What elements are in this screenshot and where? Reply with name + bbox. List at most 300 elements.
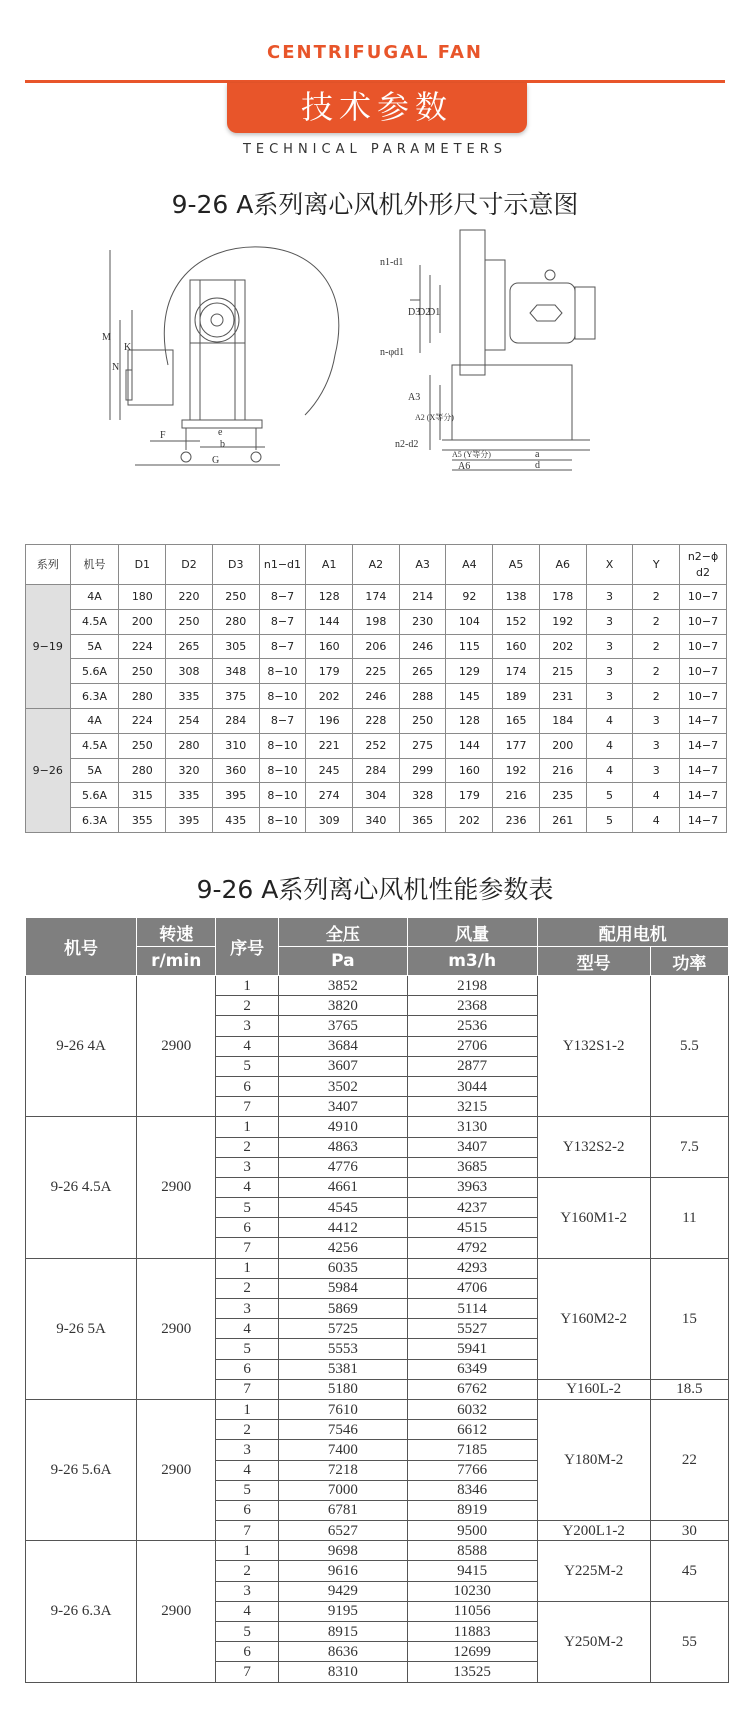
- dims-cell: 178: [539, 585, 586, 610]
- label-n1d1: n1-d1: [380, 257, 404, 268]
- series-cell: 9−26: [26, 708, 71, 832]
- seq-cell: 6: [216, 1359, 279, 1379]
- flow-cell: 6612: [407, 1420, 537, 1440]
- table-row: [26, 976, 729, 996]
- dims-cell: 145: [446, 684, 493, 709]
- pressure-cell: 9429: [279, 1581, 408, 1601]
- dims-cell: 315: [119, 783, 166, 808]
- label-K: K: [124, 342, 132, 353]
- col-flow: 风量: [407, 918, 537, 947]
- dims-cell: 8−10: [259, 808, 306, 833]
- label-n2d2: n2-d2: [395, 439, 419, 450]
- dims-cell: 128: [446, 708, 493, 733]
- dims-cell: 8−10: [259, 659, 306, 684]
- dims-cell: 355: [119, 808, 166, 833]
- label-A3: A3: [408, 392, 421, 403]
- label-b: b: [220, 439, 225, 450]
- dims-cell: 280: [119, 684, 166, 709]
- dims-cell: 4: [633, 783, 680, 808]
- pressure-cell: 3407: [279, 1097, 408, 1117]
- fan-pedestal: [190, 280, 245, 420]
- motor-type-cell: Y250M-2: [537, 1601, 650, 1682]
- flow-cell: 6032: [407, 1399, 537, 1419]
- pressure-cell: 4412: [279, 1218, 408, 1238]
- seq-cell: 5: [216, 1056, 279, 1076]
- dims-cell: 3: [586, 634, 633, 659]
- dims-cell: 4: [633, 808, 680, 833]
- dims-cell: 129: [446, 659, 493, 684]
- pressure-cell: 7546: [279, 1420, 408, 1440]
- dims-cell: 14−7: [680, 708, 727, 733]
- col-model: 机号: [26, 918, 137, 976]
- flow-cell: 11056: [407, 1601, 537, 1621]
- motor-power-cell: 15: [650, 1258, 728, 1379]
- seq-cell: 7: [216, 1097, 279, 1117]
- dims-cell: 236: [493, 808, 540, 833]
- seq-cell: 2: [216, 1137, 279, 1157]
- dims-cell: 180: [119, 585, 166, 610]
- flow-cell: 9500: [407, 1521, 537, 1541]
- table-row: [26, 1258, 729, 1278]
- flow-cell: 2198: [407, 976, 537, 996]
- seq-cell: 6: [216, 1218, 279, 1238]
- dims-cell: 174: [353, 585, 400, 610]
- label-nphid1: n-φd1: [380, 347, 405, 358]
- dims-cell: 144: [446, 733, 493, 758]
- seq-cell: 6: [216, 1076, 279, 1096]
- dims-cell: 4.5A: [70, 609, 119, 634]
- dims-cell: 335: [166, 783, 213, 808]
- dims-cell: 3: [633, 758, 680, 783]
- dims-cell: 8−7: [259, 634, 306, 659]
- pressure-cell: 5984: [279, 1278, 408, 1298]
- table-row: [26, 1399, 729, 1419]
- table-row: [26, 758, 727, 783]
- dims-cell: 3: [586, 609, 633, 634]
- pressure-cell: 3607: [279, 1056, 408, 1076]
- pressure-cell: 3820: [279, 996, 408, 1016]
- flow-cell: 4515: [407, 1218, 537, 1238]
- fan-side-base: [452, 365, 572, 440]
- fan-dimension-drawing: [90, 225, 690, 530]
- dims-cell: 224: [119, 708, 166, 733]
- dims-header-cell: D2: [166, 545, 213, 585]
- pressure-cell: 4545: [279, 1198, 408, 1218]
- dims-cell: 160: [446, 758, 493, 783]
- dims-header-cell: A5: [493, 545, 540, 585]
- seq-cell: 4: [216, 1460, 279, 1480]
- flow-cell: 5941: [407, 1339, 537, 1359]
- motor-type-cell: Y132S2-2: [537, 1117, 650, 1178]
- pressure-cell: 3765: [279, 1016, 408, 1036]
- dims-cell: 348: [212, 659, 259, 684]
- seq-cell: 2: [216, 1420, 279, 1440]
- dims-cell: 2: [633, 684, 680, 709]
- label-D1: D1: [428, 307, 441, 318]
- dims-cell: 235: [539, 783, 586, 808]
- motor-power-cell: 30: [650, 1521, 728, 1541]
- label-e: e: [218, 427, 223, 438]
- table-row: [26, 808, 727, 833]
- dims-cell: 174: [493, 659, 540, 684]
- speed-cell: 2900: [137, 1541, 216, 1682]
- flow-cell: 7766: [407, 1460, 537, 1480]
- dims-header-cell: n2−ϕ d2: [680, 545, 727, 585]
- pressure-cell: 3502: [279, 1076, 408, 1096]
- dims-cell: 14−7: [680, 758, 727, 783]
- dims-cell: 6.3A: [70, 808, 119, 833]
- flow-cell: 4293: [407, 1258, 537, 1278]
- dims-cell: 198: [353, 609, 400, 634]
- dims-cell: 5: [586, 808, 633, 833]
- dims-cell: 128: [306, 585, 353, 610]
- pressure-cell: 6527: [279, 1521, 408, 1541]
- dims-cell: 335: [166, 684, 213, 709]
- dims-cell: 4A: [70, 585, 119, 610]
- dims-header-cell: A1: [306, 545, 353, 585]
- speed-cell: 2900: [137, 1399, 216, 1540]
- seq-cell: 5: [216, 1198, 279, 1218]
- seq-cell: 5: [216, 1339, 279, 1359]
- dims-cell: 4: [586, 708, 633, 733]
- dims-cell: 6.3A: [70, 684, 119, 709]
- dims-cell: 265: [399, 659, 446, 684]
- dims-cell: 5A: [70, 634, 119, 659]
- pressure-cell: 4256: [279, 1238, 408, 1258]
- flow-cell: 4792: [407, 1238, 537, 1258]
- pressure-cell: 5180: [279, 1379, 408, 1399]
- dims-cell: 221: [306, 733, 353, 758]
- motor-type-cell: Y160M1-2: [537, 1177, 650, 1258]
- seq-cell: 1: [216, 1399, 279, 1419]
- pressure-cell: 7000: [279, 1480, 408, 1500]
- dims-cell: 14−7: [680, 808, 727, 833]
- dims-cell: 216: [493, 783, 540, 808]
- dims-header-cell: A6: [539, 545, 586, 585]
- dims-cell: 284: [353, 758, 400, 783]
- dims-cell: 265: [166, 634, 213, 659]
- dims-cell: 225: [353, 659, 400, 684]
- dims-cell: 115: [446, 634, 493, 659]
- dims-cell: 250: [212, 585, 259, 610]
- fan-side-housing: [460, 230, 485, 375]
- label-G: G: [212, 455, 220, 466]
- flow-cell: 12699: [407, 1642, 537, 1662]
- dims-cell: 202: [446, 808, 493, 833]
- pressure-cell: 5553: [279, 1339, 408, 1359]
- dims-cell: 196: [306, 708, 353, 733]
- dims-cell: 280: [212, 609, 259, 634]
- seq-cell: 4: [216, 1036, 279, 1056]
- dims-header-cell: 系列: [26, 545, 71, 585]
- dims-cell: 8−7: [259, 609, 306, 634]
- pressure-cell: 4910: [279, 1117, 408, 1137]
- dims-cell: 4.5A: [70, 733, 119, 758]
- pressure-cell: 4863: [279, 1137, 408, 1157]
- flow-cell: 4706: [407, 1278, 537, 1298]
- dims-cell: 206: [353, 634, 400, 659]
- table-row: [26, 1541, 729, 1561]
- flow-cell: 13525: [407, 1662, 537, 1682]
- motor-body: [510, 283, 575, 343]
- pressure-cell: 3852: [279, 976, 408, 996]
- dims-cell: 250: [399, 708, 446, 733]
- pressure-cell: 5725: [279, 1319, 408, 1339]
- col-motor-type: 型号: [537, 947, 650, 976]
- flow-cell: 9415: [407, 1561, 537, 1581]
- motor-type-cell: Y200L1-2: [537, 1521, 650, 1541]
- model-cell: 9-26 6.3A: [26, 1541, 137, 1682]
- seq-cell: 5: [216, 1622, 279, 1642]
- dims-cell: 246: [399, 634, 446, 659]
- dims-header-cell: A2: [353, 545, 400, 585]
- flow-cell: 6762: [407, 1379, 537, 1399]
- dims-cell: 3: [633, 708, 680, 733]
- dims-cell: 202: [306, 684, 353, 709]
- label-M: M: [102, 332, 111, 343]
- dims-cell: 4A: [70, 708, 119, 733]
- table-row: [26, 609, 727, 634]
- pressure-cell: 5381: [279, 1359, 408, 1379]
- dims-cell: 309: [306, 808, 353, 833]
- seq-cell: 4: [216, 1177, 279, 1197]
- flow-cell: 2706: [407, 1036, 537, 1056]
- dims-cell: 435: [212, 808, 259, 833]
- dims-cell: 214: [399, 585, 446, 610]
- seq-cell: 1: [216, 1117, 279, 1137]
- seq-cell: 4: [216, 1319, 279, 1339]
- dims-header-cell: A3: [399, 545, 446, 585]
- label-D2: D2: [418, 307, 431, 318]
- seq-cell: 3: [216, 1581, 279, 1601]
- pressure-cell: 9698: [279, 1541, 408, 1561]
- dims-header-cell: D3: [212, 545, 259, 585]
- pressure-cell: 8915: [279, 1622, 408, 1642]
- flow-cell: 3963: [407, 1177, 537, 1197]
- dims-cell: 10−7: [680, 609, 727, 634]
- seq-cell: 2: [216, 1278, 279, 1298]
- dims-header-cell: X: [586, 545, 633, 585]
- motor-power-cell: 22: [650, 1399, 728, 1520]
- pressure-cell: 5869: [279, 1299, 408, 1319]
- dims-cell: 250: [166, 609, 213, 634]
- dims-cell: 177: [493, 733, 540, 758]
- dims-cell: 304: [353, 783, 400, 808]
- flow-cell: 2368: [407, 996, 537, 1016]
- speed-cell: 2900: [137, 976, 216, 1117]
- label-N: N: [112, 362, 120, 373]
- dims-cell: 274: [306, 783, 353, 808]
- motor-power-cell: 45: [650, 1541, 728, 1602]
- dims-cell: 2: [633, 609, 680, 634]
- pressure-cell: 7400: [279, 1440, 408, 1460]
- col-flow-unit: m3/h: [407, 947, 537, 976]
- dims-header-cell: Y: [633, 545, 680, 585]
- label-A6: A6: [458, 461, 471, 472]
- dims-cell: 3: [586, 684, 633, 709]
- pressure-cell: 4776: [279, 1157, 408, 1177]
- dims-cell: 2: [633, 634, 680, 659]
- dims-cell: 8−7: [259, 585, 306, 610]
- dims-cell: 250: [119, 659, 166, 684]
- dims-cell: 144: [306, 609, 353, 634]
- dims-cell: 2: [633, 585, 680, 610]
- dims-cell: 202: [539, 634, 586, 659]
- motor-power-cell: 11: [650, 1177, 728, 1258]
- seq-cell: 7: [216, 1379, 279, 1399]
- dims-cell: 8−10: [259, 783, 306, 808]
- label-a: a: [535, 449, 540, 460]
- dims-cell: 245: [306, 758, 353, 783]
- seq-cell: 6: [216, 1642, 279, 1662]
- flow-cell: 5527: [407, 1319, 537, 1339]
- dims-cell: 224: [119, 634, 166, 659]
- seq-cell: 6: [216, 1500, 279, 1520]
- dims-cell: 3: [633, 733, 680, 758]
- seq-cell: 1: [216, 1258, 279, 1278]
- flow-cell: 4237: [407, 1198, 537, 1218]
- table-row: [26, 1117, 729, 1137]
- dims-cell: 10−7: [680, 684, 727, 709]
- flow-cell: 3407: [407, 1137, 537, 1157]
- pressure-cell: 7610: [279, 1399, 408, 1419]
- seq-cell: 3: [216, 1157, 279, 1177]
- dims-cell: 5: [586, 783, 633, 808]
- dims-cell: 3: [586, 659, 633, 684]
- col-seq: 序号: [216, 918, 279, 976]
- flow-cell: 5114: [407, 1299, 537, 1319]
- label-F: F: [160, 430, 166, 441]
- flow-cell: 7185: [407, 1440, 537, 1460]
- speed-cell: 2900: [137, 1258, 216, 1399]
- dims-cell: 250: [119, 733, 166, 758]
- dims-cell: 192: [539, 609, 586, 634]
- motor-type-cell: Y180M-2: [537, 1399, 650, 1520]
- brand-title: CENTRIFUGAL FAN: [267, 42, 483, 63]
- motor-type-cell: Y132S1-2: [537, 976, 650, 1117]
- col-speed-unit: r/min: [137, 947, 216, 976]
- dims-cell: 4: [586, 758, 633, 783]
- motor-type-cell: Y160L-2: [537, 1379, 650, 1399]
- table-row: [26, 634, 727, 659]
- performance-table: [25, 917, 729, 1683]
- col-speed: 转速: [137, 918, 216, 947]
- flow-cell: 3044: [407, 1076, 537, 1096]
- dims-cell: 230: [399, 609, 446, 634]
- pressure-cell: 6781: [279, 1500, 408, 1520]
- dims-cell: 200: [119, 609, 166, 634]
- label-d: d: [535, 460, 540, 471]
- pressure-cell: 4661: [279, 1177, 408, 1197]
- dims-cell: 8−7: [259, 708, 306, 733]
- dims-cell: 10−7: [680, 659, 727, 684]
- performance-title: 9-26 A系列离心风机性能参数表: [196, 875, 554, 904]
- seq-cell: 7: [216, 1662, 279, 1682]
- seq-cell: 7: [216, 1238, 279, 1258]
- label-A2: A2 (X等分): [415, 413, 454, 422]
- dims-cell: 395: [212, 783, 259, 808]
- dims-cell: 8−10: [259, 758, 306, 783]
- flow-cell: 3130: [407, 1117, 537, 1137]
- dims-cell: 216: [539, 758, 586, 783]
- dims-cell: 284: [212, 708, 259, 733]
- dims-cell: 10−7: [680, 634, 727, 659]
- dims-cell: 280: [166, 733, 213, 758]
- dims-cell: 14−7: [680, 733, 727, 758]
- flow-cell: 3685: [407, 1157, 537, 1177]
- model-cell: 9-26 4.5A: [26, 1117, 137, 1258]
- table-row: [26, 783, 727, 808]
- col-power: 功率: [650, 947, 728, 976]
- dims-cell: 228: [353, 708, 400, 733]
- dims-cell: 231: [539, 684, 586, 709]
- dims-cell: 10−7: [680, 585, 727, 610]
- dims-cell: 215: [539, 659, 586, 684]
- seq-cell: 3: [216, 1016, 279, 1036]
- motor-power-cell: 7.5: [650, 1117, 728, 1178]
- seq-cell: 1: [216, 976, 279, 996]
- pressure-cell: 9195: [279, 1601, 408, 1621]
- dims-cell: 5.6A: [70, 659, 119, 684]
- dims-cell: 14−7: [680, 783, 727, 808]
- flow-cell: 10230: [407, 1581, 537, 1601]
- dims-cell: 280: [119, 758, 166, 783]
- seq-cell: 3: [216, 1299, 279, 1319]
- seq-cell: 2: [216, 996, 279, 1016]
- dims-cell: 104: [446, 609, 493, 634]
- table-row: [26, 659, 727, 684]
- pressure-cell: 9616: [279, 1561, 408, 1581]
- dims-cell: 192: [493, 758, 540, 783]
- dims-header-cell: n1−d1: [259, 545, 306, 585]
- dims-cell: 138: [493, 585, 540, 610]
- dims-cell: 305: [212, 634, 259, 659]
- dims-cell: 375: [212, 684, 259, 709]
- dims-cell: 184: [539, 708, 586, 733]
- dims-cell: 3: [586, 585, 633, 610]
- col-pressure-unit: Pa: [279, 947, 408, 976]
- model-cell: 9-26 5.6A: [26, 1399, 137, 1540]
- seq-cell: 2: [216, 1561, 279, 1581]
- dims-cell: 165: [493, 708, 540, 733]
- dims-cell: 220: [166, 585, 213, 610]
- dimensions-title: 9-26 A系列离心风机外形尺寸示意图: [171, 190, 579, 219]
- motor-power-cell: 5.5: [650, 976, 728, 1117]
- dims-cell: 328: [399, 783, 446, 808]
- pressure-cell: 8310: [279, 1662, 408, 1682]
- dims-cell: 92: [446, 585, 493, 610]
- seq-cell: 3: [216, 1440, 279, 1460]
- dims-header-cell: A4: [446, 545, 493, 585]
- dims-cell: 308: [166, 659, 213, 684]
- col-motor: 配用电机: [537, 918, 728, 947]
- dims-cell: 200: [539, 733, 586, 758]
- dims-cell: 252: [353, 733, 400, 758]
- seq-cell: 4: [216, 1601, 279, 1621]
- section-subtitle: TECHNICAL PARAMETERS: [242, 142, 508, 157]
- pressure-cell: 8636: [279, 1642, 408, 1662]
- dims-cell: 299: [399, 758, 446, 783]
- flow-cell: 2536: [407, 1016, 537, 1036]
- dims-header-cell: D1: [119, 545, 166, 585]
- table-row: [26, 684, 727, 709]
- pressure-cell: 6035: [279, 1258, 408, 1278]
- pressure-cell: 3684: [279, 1036, 408, 1056]
- model-cell: 9-26 5A: [26, 1258, 137, 1399]
- dims-cell: 189: [493, 684, 540, 709]
- motor-power-cell: 55: [650, 1601, 728, 1682]
- dims-cell: 152: [493, 609, 540, 634]
